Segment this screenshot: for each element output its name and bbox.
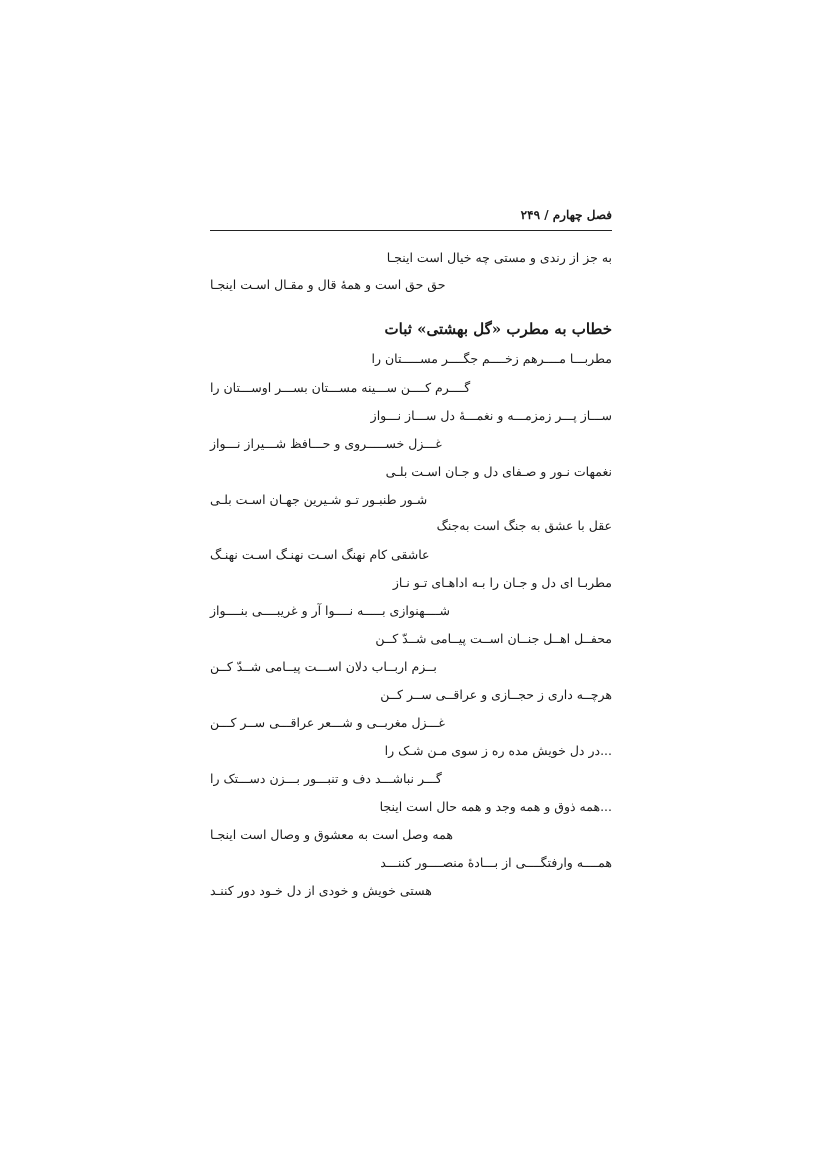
verse-line: ...همه ذوق و همه وجد و همه حال است اینجا [379,799,612,814]
book-page [210,0,612,1169]
running-header: فصل چهارم / ۲۴۹ [520,208,612,222]
intro-line-2: حق حق است و همهٔ قال و مقـال اسـت اینجـا [210,277,446,292]
verse-line: گــــرم کــــن ســـینه مســـتان بســـر اوســـتان را [210,380,471,395]
verse-line: ســـاز پـــر زمزمـــه و نغمـــهٔ دل ســـاز نـــواز [370,408,612,423]
verse-line: شـور طنبـور تـو شـیرین جهـان اسـت بلـی [210,492,428,507]
verse-line: محفــل اهــل جنــان اســت پیــامی شــدّ کــن [375,631,612,646]
header-rule [210,230,612,231]
verse-line: شــــهنوازی بـــــه نــــوا آر و غریبــــی بنــــواز [210,603,450,618]
verse-line: ...در دل خویش مده ره ز سوی مـن شـک را [384,743,612,758]
verse-line: مطربـا ای دل و جـان را بـه اداهـای تـو نـاز [392,575,612,590]
verse-line: همــــه وارفتگــــی از بـــادهٔ منصــــور کننـــد [380,855,612,870]
verse-line: هستی خویش و خودی از دل خـود دور کننـد [210,883,432,898]
section-title: خطاب به مطرب «گل بهشتی» ثبات [384,320,612,338]
intro-line-1: به جز از رندی و مستی چه خیال است اینجـا [386,250,612,265]
verse-line: غـــزل خســـــروی و حـــافظ شـــیراز نـــواز [210,436,442,451]
verse-line: مطربـــا مــــرهم زخــــم جگــــر مســـــتان را [371,351,612,366]
verse-line: بــزم اربــاب دلان اســـت پیــامی شــدّ کــن [210,659,437,674]
verse-line: عاشقی کام نهنگ اسـت نهنـگ اسـت نهنـگ [210,547,430,562]
verse-line: نغمهات نـور و صـفای دل و جـان اسـت بلـی [385,464,612,479]
verse-line: هرچــه داری ز حجــازی و عراقــی ســر کــن [380,687,612,702]
verse-line: همه وصل است به معشوق و وصال است اینجـا [210,827,453,842]
verse-line: گـــر نباشـــد دف و تنبـــور بـــزن دســـتک را [210,771,442,786]
verse-line: عقل با عشق به جنگ است به‌جنگ [436,518,612,533]
verse-line: غـــزل مغربــی و شـــعر عراقـــی ســر کـــن [210,715,445,730]
